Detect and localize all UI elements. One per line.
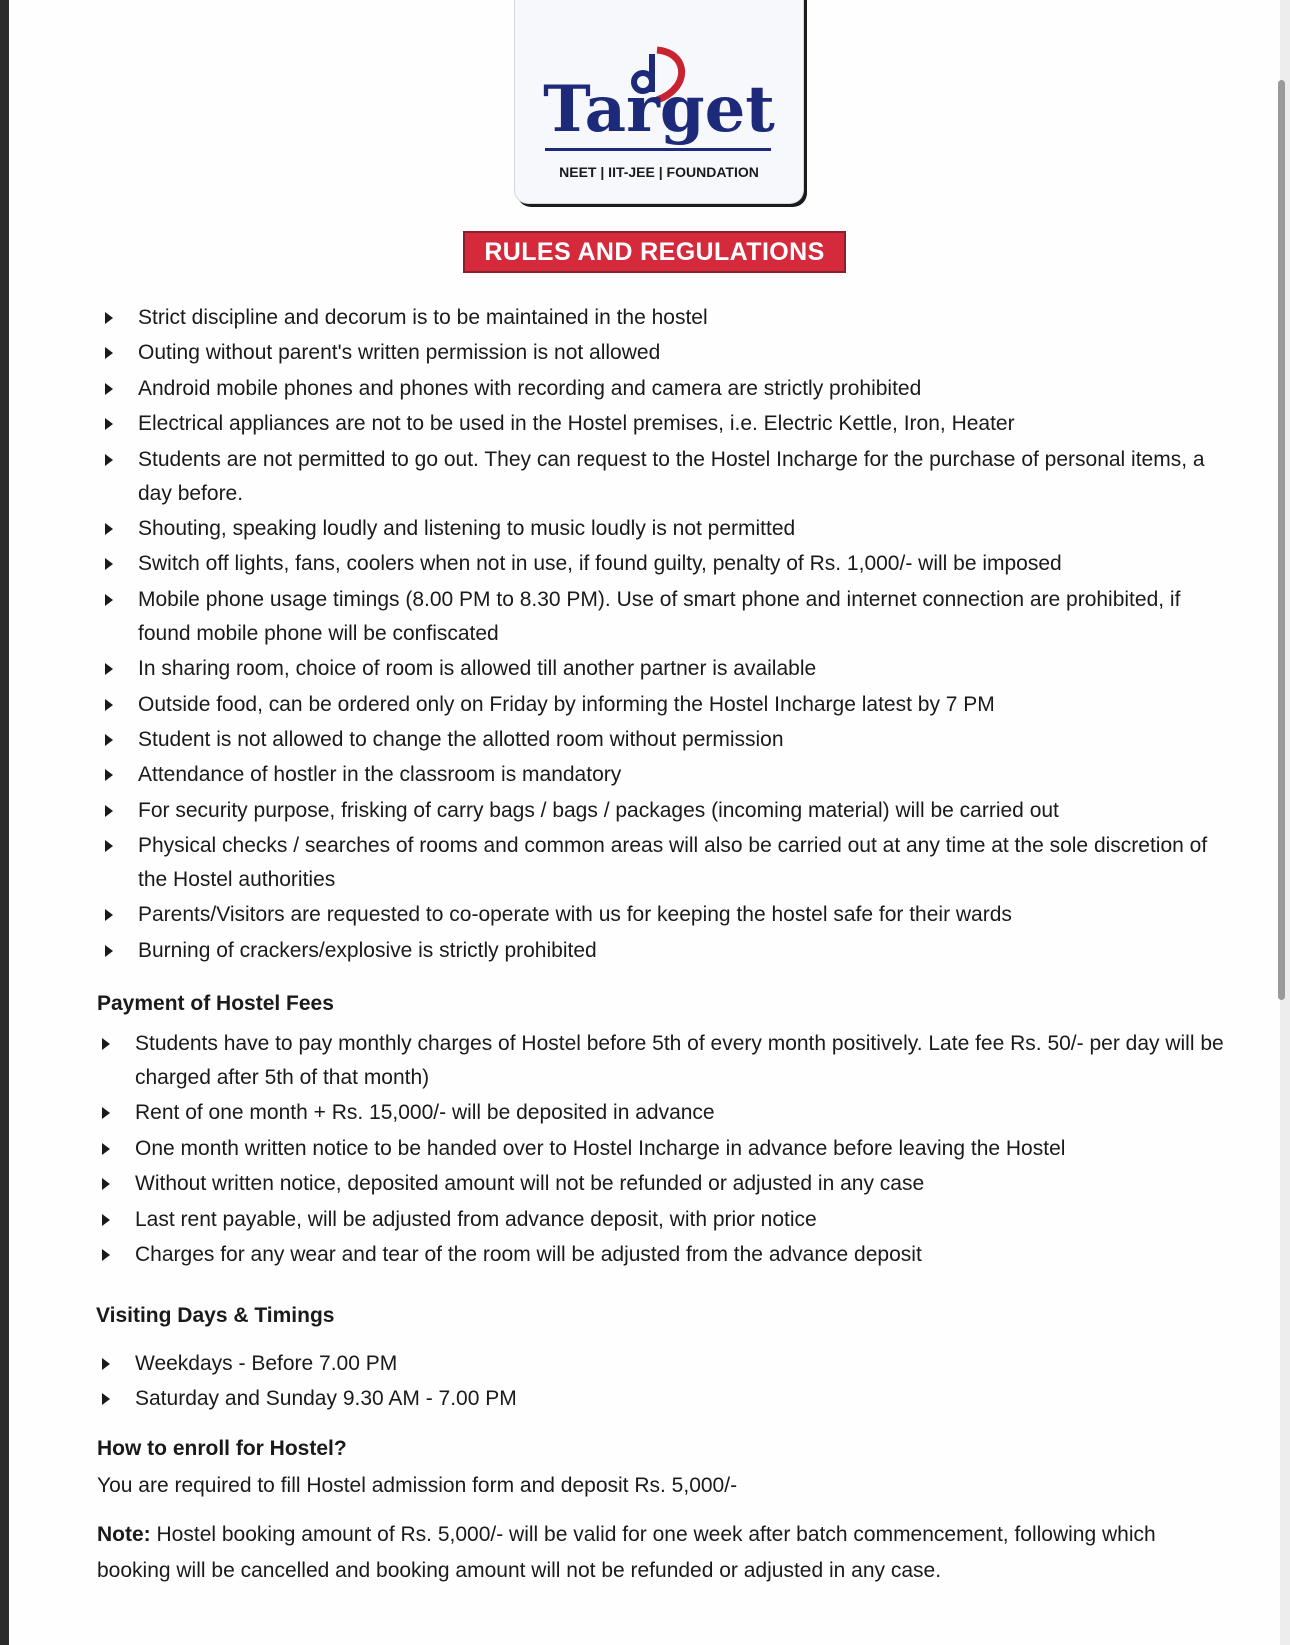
bullet-arrow-icon [105,558,113,570]
bullet-arrow-icon [105,383,113,395]
target-logo [514,0,804,204]
payment-text: Rent of one month + Rs. 15,000/- will be deposited in advance [135,1101,715,1125]
bullet-arrow-icon [105,312,113,324]
list-item [102,372,1222,406]
payment-text: Charges for any wear and tear of the room will be adjusted from the advance deposit [135,1242,922,1266]
bullet-arrow-icon [105,418,113,430]
rule-text: Student is not allowed to change the allotted room without permission [138,727,784,751]
note-text: Hostel booking amount of Rs. 5,000/- will be valid for one week after batch commencement, following which booking will be cancelled and booking amount will not be refunded or adjusted in any case. [97,1523,1156,1582]
bullet-arrow-icon [105,840,113,852]
list-item [99,1347,1224,1381]
note-paragraph [97,1517,1212,1589]
rule-text: Burning of crackers/explosive is strictly prohibited [138,938,597,962]
document-page [9,0,1280,1645]
rule-text: Android mobile phones and phones with recording and camera are strictly prohibited [138,376,922,400]
bullet-arrow-icon [105,769,113,781]
payment-list [99,1027,1224,1273]
rule-text: Outing without parent's written permission is not allowed [138,341,661,365]
bullet-arrow-icon [105,909,113,921]
list-item [102,443,1222,511]
rule-text: Strict discipline and decorum is to be maintained in the hostel [138,306,708,329]
list-item [102,652,1222,686]
list-item [99,1382,1224,1416]
enroll-heading: How to enroll for Hostel? [97,1437,347,1460]
visiting-heading: Visiting Days & Timings [96,1304,335,1327]
list-item [102,336,1222,370]
enroll-text: You are required to fill Hostel admission form and deposit Rs. 5,000/- [97,1474,738,1497]
list-item [102,898,1222,932]
list-item [99,1167,1224,1201]
bullet-arrow-icon [102,1214,110,1226]
list-item [102,407,1222,441]
bullet-arrow-icon [102,1393,110,1405]
bullet-arrow-icon [102,1249,110,1261]
list-item [102,723,1222,757]
list-item [102,688,1222,722]
bullet-arrow-icon [102,1178,110,1190]
list-item [99,1238,1224,1272]
bullet-arrow-icon [105,699,113,711]
list-item [102,829,1222,897]
visiting-list [99,1347,1224,1418]
payment-heading: Payment of Hostel Fees [97,992,334,1015]
bullet-arrow-icon [105,945,113,957]
rule-text: For security purpose, frisking of carry bags / bags / packages (incoming material) will be carried out [138,798,1059,822]
scrollbar[interactable] [1278,80,1285,1000]
rules-list [102,301,1222,969]
bullet-arrow-icon [105,805,113,817]
list-item [102,934,1222,968]
rule-text: Students are not permitted to go out. They can request to the Hostel Incharge for the purchase of personal items, a day before. [138,447,1205,505]
rule-text: Mobile phone usage timings (8.00 PM to 8.30 PM). Use of smart phone and internet connection are prohibited, if found mobile phone will be confiscated [138,587,1181,645]
bullet-arrow-icon [105,594,113,606]
rule-text: Switch off lights, fans, coolers when not in use, if found guilty, penalty of Rs. 1,000/- will be imposed [138,552,1062,576]
list-item [102,794,1222,828]
bullet-arrow-icon [105,454,113,466]
list-item [102,512,1222,546]
logo-tagline: NEET | IIT-JEE | FOUNDATION [559,164,759,180]
visiting-text: Weekdays - Before 7.00 PM [135,1352,398,1375]
bullet-arrow-icon [102,1107,110,1119]
bullet-arrow-icon [105,347,113,359]
payment-text: One month written notice to be handed over to Hostel Incharge in advance before leaving the Hostel [135,1136,1066,1160]
rule-text: In sharing room, choice of room is allowed till another partner is available [138,657,817,681]
rule-text: Electrical appliances are not to be used in the Hostel premises, i.e. Electric Kettle, Iron, Heater [138,412,1015,436]
logo-brand-name: Target [543,72,775,147]
logo-underline [545,148,771,151]
bullet-arrow-icon [105,523,113,535]
bullet-arrow-icon [105,663,113,675]
bullet-arrow-icon [102,1358,110,1370]
rule-text: Shouting, speaking loudly and listening to music loudly is not permitted [138,516,796,540]
bullet-arrow-icon [102,1143,110,1155]
page-title: RULES AND REGULATIONS [463,231,846,273]
list-item [102,547,1222,581]
list-item [99,1096,1224,1130]
note-label: Note: [97,1523,151,1546]
rule-text: Physical checks / searches of rooms and common areas will also be carried out at any time at the sole discretion of the Hostel authorities [138,834,1208,892]
list-item [99,1203,1224,1237]
payment-text: Students have to pay monthly charges of Hostel before 5th of every month positively. Late fee Rs. 50/- per day will be charged after 5th of that month) [135,1032,1224,1089]
list-item [102,758,1222,792]
list-item [102,301,1222,335]
payment-text: Without written notice, deposited amount will not be refunded or adjusted in any case [135,1172,925,1196]
list-item [102,583,1222,651]
left-frame-edge [0,0,9,1645]
bullet-arrow-icon [102,1038,110,1050]
visiting-text: Saturday and Sunday 9.30 AM - 7.00 PM [135,1387,517,1411]
list-item [99,1132,1224,1166]
list-item [99,1027,1224,1095]
rule-text: Parents/Visitors are requested to co-operate with us for keeping the hostel safe for their wards [138,903,1012,927]
rule-text: Outside food, can be ordered only on Friday by informing the Hostel Incharge latest by 7 PM [138,692,995,716]
payment-text: Last rent payable, will be adjusted from advance deposit, with prior notice [135,1207,817,1231]
rule-text: Attendance of hostler in the classroom is mandatory [138,763,622,787]
bullet-arrow-icon [105,734,113,746]
